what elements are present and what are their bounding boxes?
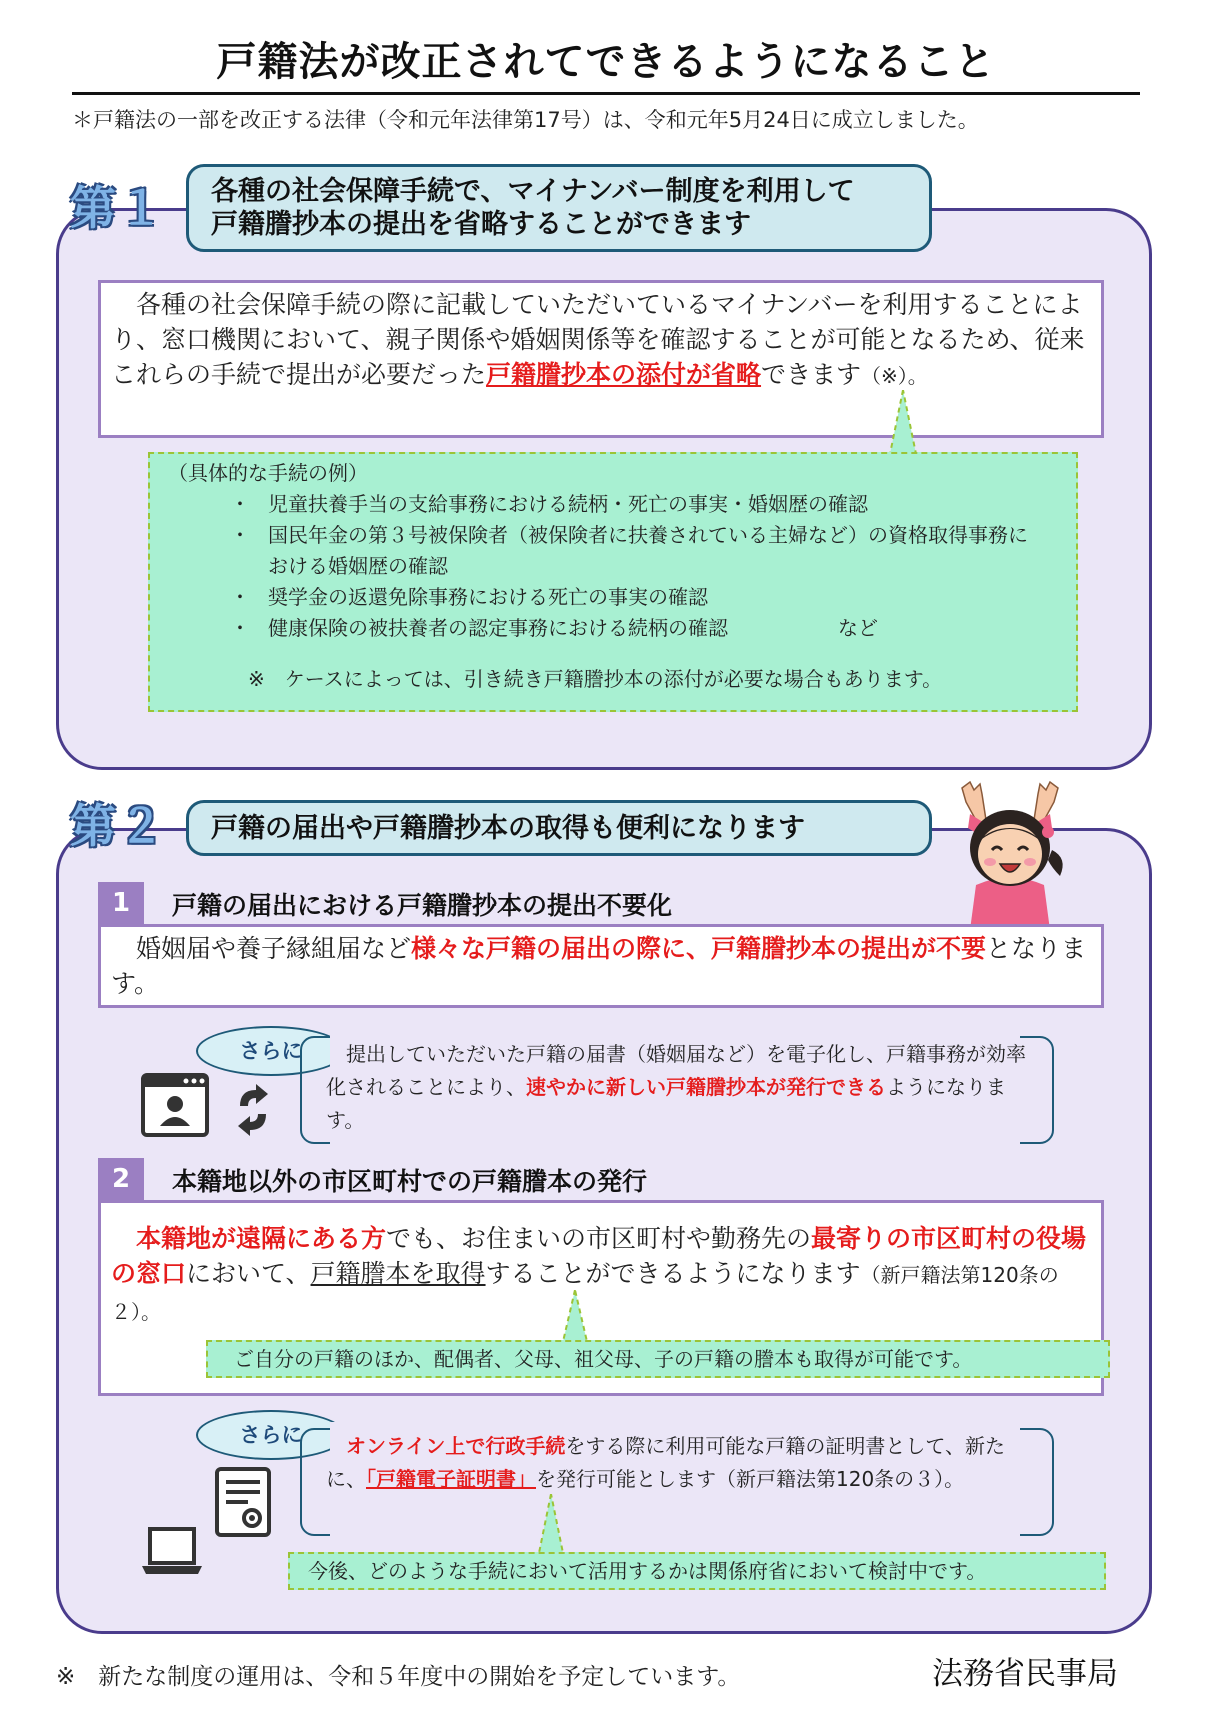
section1-body-highlight: 戸籍謄抄本の添付が省略	[486, 360, 762, 389]
cheering-girl-illustration	[940, 780, 1080, 930]
example-item-1: ・ 児童扶養手当の支給事務における続柄・死亡の事実・婚姻歴の確認	[168, 489, 1058, 520]
item1-body-text: 婚姻届や養子縁組届など様々な戸籍の届出の際に、戸籍謄抄本の提出が不要となります。	[111, 934, 1087, 998]
page-title: 戸籍法が改正されてできるようになること	[216, 39, 996, 85]
item2-connector	[560, 1290, 590, 1346]
section1-connector	[888, 390, 918, 454]
item2-green-note-2: 今後、どのような手続において活用するかは関係府省において検討中です。	[288, 1552, 1106, 1590]
bullet: ・	[230, 492, 250, 516]
section1-headline-line2: 戸籍謄抄本の提出を省略することができます	[211, 209, 751, 240]
example-item-4: ・ 健康保険の被扶養者の認定事務における続柄の確認 など	[168, 613, 1058, 644]
item2-body-highlight-1: 本籍地が遠隔にある方	[136, 1224, 387, 1253]
section1-body-box	[98, 280, 1104, 438]
footer-note: ※ 新たな制度の運用は、令和５年度中の開始を予定しています。	[56, 1664, 741, 1690]
item2-more-text: オンライン上で行政手続をする際に利用可能な戸籍の証明書として、新たに、「戸籍電子証明書」を発行可能とします（新戸籍法第120条の３）。	[326, 1434, 1006, 1491]
item2-more-bubble: さらに	[196, 1410, 346, 1460]
sync-arrows-icon	[232, 1082, 274, 1138]
examples-title: （具体的な手続の例）	[168, 461, 368, 485]
item2-connector-2	[536, 1494, 566, 1558]
profile-card-icon	[140, 1072, 210, 1138]
section1-headline	[186, 164, 932, 252]
section1-label: 第１	[70, 181, 166, 235]
section1-body-plain: 各種の社会保障手続の際に記載していただいているマイナンバーを利用することにより、窓口機関において、親子関係や婚姻関係等を確認することが可能となるため、従来これらの手続で提出が必要だった	[111, 290, 1085, 389]
item2-body-highlight-2: 最寄りの市区町村の役場の窓口	[111, 1224, 1087, 1288]
example-item-3: ・ 奨学金の返還免除事務における死亡の事実の確認	[168, 582, 1058, 613]
bullet: ・	[230, 616, 250, 640]
section1-body-text	[111, 287, 1087, 394]
section2-label: 第２	[70, 799, 166, 853]
bullet: ・	[230, 585, 250, 609]
item2-title: 本籍地以外の市区町村での戸籍謄本の発行	[172, 1167, 648, 1196]
item1-number: 1	[98, 882, 144, 924]
item2-body-text: 本籍地が遠隔にある方でも、お住まいの市区町村や勤務先の最寄りの市区町村の役場の窓口において、戸籍謄本を取得することができるようになります（新戸籍法第120条の２）。	[111, 1224, 1087, 1324]
item2-more-highlight-cert: 「戸籍電子証明書」	[366, 1467, 536, 1491]
certificate-icon	[214, 1466, 272, 1538]
section1-body-note: （※）。	[861, 364, 928, 388]
bullet: ・	[230, 523, 250, 547]
examples-note: ※ ケースによっては、引き続き戸籍謄抄本の添付が必要な場合もあります。	[248, 667, 943, 691]
item2-green-note: ご自分の戸籍のほか、配偶者、父母、祖父母、子の戸籍の謄本も取得が可能です。	[206, 1340, 1110, 1378]
section2-headline: 戸籍の届出や戸籍謄抄本の取得も便利になります	[186, 800, 932, 856]
item1-title: 戸籍の届出における戸籍謄抄本の提出不要化	[172, 891, 673, 920]
examples-etc: など	[838, 616, 878, 640]
section1-examples-box	[148, 452, 1078, 712]
item1-more-bubble: さらに	[196, 1026, 346, 1076]
item2-number: 2	[98, 1158, 144, 1200]
example-item-2: ・ 国民年金の第３号被保険者（被保険者に扶養されている主婦など）の資格取得事務における婚姻歴の確認	[168, 520, 1058, 582]
laptop-icon	[140, 1526, 204, 1576]
item1-body-box	[98, 924, 1104, 1008]
title-underline	[72, 92, 1140, 95]
item2-body-underline: 戸籍謄本を取得	[310, 1259, 486, 1288]
item2-more-highlight: オンライン上で行政手続	[346, 1434, 566, 1458]
section1-headline-line1: 各種の社会保障手続で、マイナンバー制度を利用して	[211, 176, 855, 207]
item1-body-highlight: 様々な戸籍の届出の際に、戸籍謄抄本の提出が不要	[411, 934, 987, 963]
footer-organization: 法務省民事局	[932, 1656, 1118, 1692]
section1-body-tail: できます	[761, 360, 862, 389]
item1-more-text: 提出していただいた戸籍の届書（婚姻届など）を電子化し、戸籍事務が効率化されることにより、速やかに新しい戸籍謄抄本が発行できるようになります。	[326, 1042, 1026, 1132]
item1-more-highlight: 速やかに新しい戸籍謄抄本が発行できる	[526, 1075, 886, 1099]
law-note: ＊戸籍法の一部を改正する法律（令和元年法律第17号）は、令和元年5月24日に成立しました。	[72, 108, 979, 132]
